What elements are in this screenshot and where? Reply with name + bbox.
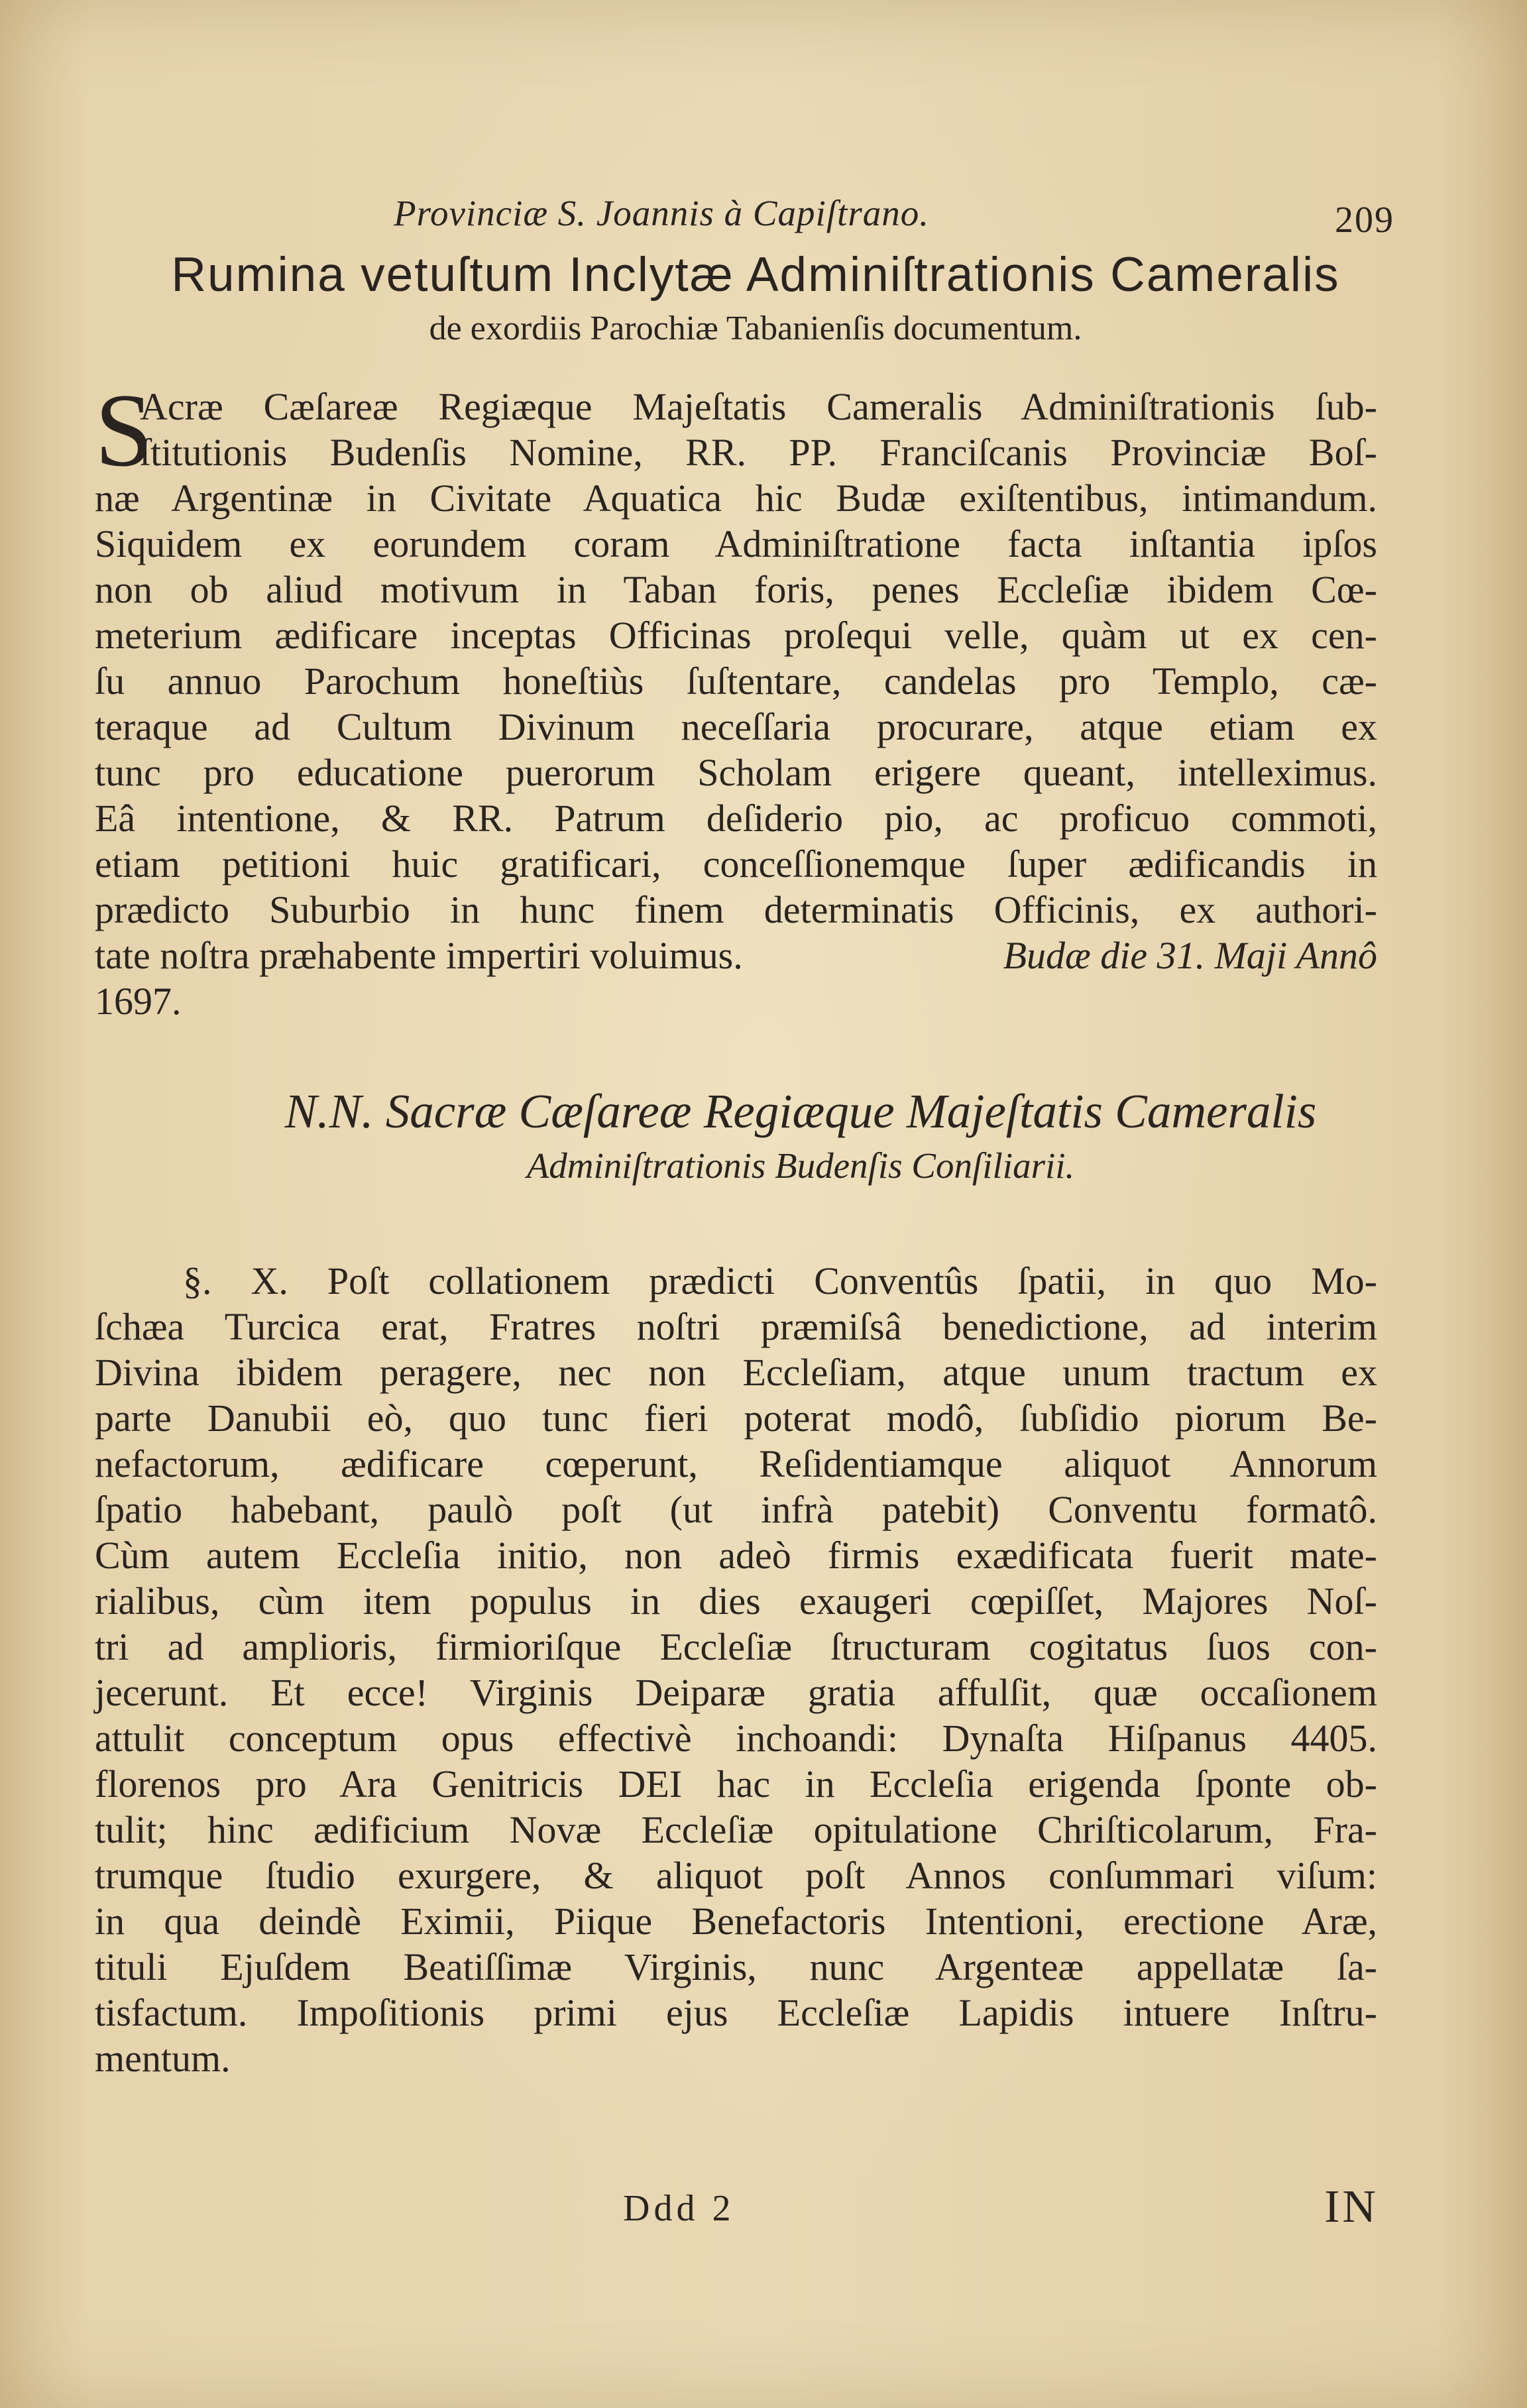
text-line: non ob aliud motivum in Taban foris, penes Eccleſiæ ibidem Cœ- [95, 568, 1377, 611]
text-line: meterium ædificare inceptas Officinas proſequi velle, quàm ut ex cen- [95, 614, 1377, 657]
catchword: IN [1324, 2181, 1379, 2232]
text-line: in qua deindè Eximii, Piique Benefactoris Intentioni, erectione Aræ, [95, 1900, 1377, 1943]
date-place: Budæ die 31. Maji Annô [1003, 934, 1377, 977]
text-line: trumque ſtudio exurgere, & aliquot poſt Annos conſummari viſum: [95, 1854, 1377, 1897]
date-line-text: tate noſtra præhabente impertiri voluimus. [95, 934, 743, 977]
text-line: Siquidem ex eorundem coram Adminiſtratione facta inſtantia ipſos [95, 522, 1377, 565]
text-line: florenos pro Ara Genitricis DEI hac in Eccleſia erigenda ſponte ob- [95, 1762, 1377, 1806]
running-head-title: Provinciæ S. Joannis à Capiſtrano. [394, 193, 930, 233]
text-line: næ Argentinæ in Civitate Aquatica hic Budæ exiſtentibus, intimandum. [95, 477, 1377, 520]
section-text [95, 1258, 1377, 2081]
text-line: etiam petitioni huic gratificari, conceſſionemque ſuper ædificandis in [95, 842, 1377, 886]
signature-office: Adminiſtrationis Budenſis Conſiliarii. [526, 1145, 1075, 1186]
text-line: Acræ Cæſareæ Regiæque Majeſtatis Cameralis Adminiſtrationis ſub- [140, 385, 1377, 428]
text-line: ſtitutionis Budenſis Nomine, RR. PP. Franciſcanis Provinciæ Boſ- [140, 431, 1377, 474]
text-line: Cùm autem Eccleſia initio, non adeò firmis exædificata fuerit mate- [95, 1534, 1377, 1577]
drop-cap: S [95, 373, 153, 488]
text-line: parte Danubii eò, quo tunc fieri poterat modô, ſubſidio piorum Be- [95, 1397, 1377, 1440]
text-line: rialibus, cùm item populus in dies exaugeri cœpiſſet, Majores Noſ- [95, 1579, 1377, 1623]
text-line: Divina ibidem peragere, nec non Eccleſiam, atque unum tractum ex [95, 1351, 1377, 1394]
text-line: jecerunt. Et ecce! Virginis Deiparæ gratia affulſit, quæ occaſionem [95, 1671, 1377, 1714]
signature-mark: Ddd 2 [623, 2188, 735, 2229]
text-line: teraque ad Cultum Divinum neceſſaria procurare, atque etiam ex [95, 705, 1377, 748]
text-line: §. X. Poſt collationem prædicti Conventûs ſpatii, in quo Mo- [183, 1259, 1377, 1302]
text-line: ſpatio habebant, paulò poſt (ut infrà patebit) Conventu formatô. [95, 1488, 1377, 1531]
running-head [394, 192, 1394, 245]
text-line: tisfactum. Impoſitionis primi ejus Eccleſiæ Lapidis intuere Inſtru- [95, 1991, 1377, 2034]
text-line: tulit; hinc ædificium Novæ Eccleſiæ opitulatione Chriſticolarum, Fra- [95, 1808, 1377, 1851]
page-number: 209 [1335, 200, 1394, 241]
text-line: prædicto Suburbio in hunc finem determinatis Officinis, ex authori- [95, 888, 1377, 931]
text-line: attulit conceptum opus effectivè inchoandi: Dynaſta Hiſpanus 4405. [95, 1717, 1377, 1760]
decree-text [95, 373, 1377, 1024]
text-line: ſu annuo Parochum honeſtiùs ſuſtentare, candelas pro Templo, cæ- [95, 659, 1377, 703]
text-line: tunc pro educatione puerorum Scholam erigere queant, intelleximus. [95, 751, 1377, 794]
signature-name: N.N. Sacræ Cæſareæ Regiæque Majeſtatis Cameralis [284, 1084, 1317, 1138]
text-line: nefactorum, ædificare cœperunt, Reſidentiamque aliquot Annorum [95, 1442, 1377, 1485]
text-line: tituli Ejuſdem Beatiſſimæ Virginis, nunc Argenteæ appellatæ ſa- [95, 1945, 1377, 1988]
text-line: Eâ intentione, & RR. Patrum deſiderio pio, ac proficuo commoti, [95, 797, 1377, 840]
document-title: Rumina vetuſtum Inclytæ Adminiſtrationis Cameralis [171, 248, 1340, 302]
text-line: tri ad amplioris, firmioriſque Eccleſiæ ſtructuram cogitatus ſuos con- [95, 1625, 1377, 1668]
document-subtitle: de exordiis Parochiæ Tabanienſis documentum. [429, 310, 1082, 347]
page-footer [623, 2181, 1379, 2240]
text-line: mentum. [95, 2037, 231, 2080]
date-line [95, 933, 1377, 978]
year: 1697. [95, 980, 182, 1023]
text-line: ſchæa Turcica erat, Fratres noſtri præmiſsâ benedictione, ad interim [95, 1305, 1377, 1348]
